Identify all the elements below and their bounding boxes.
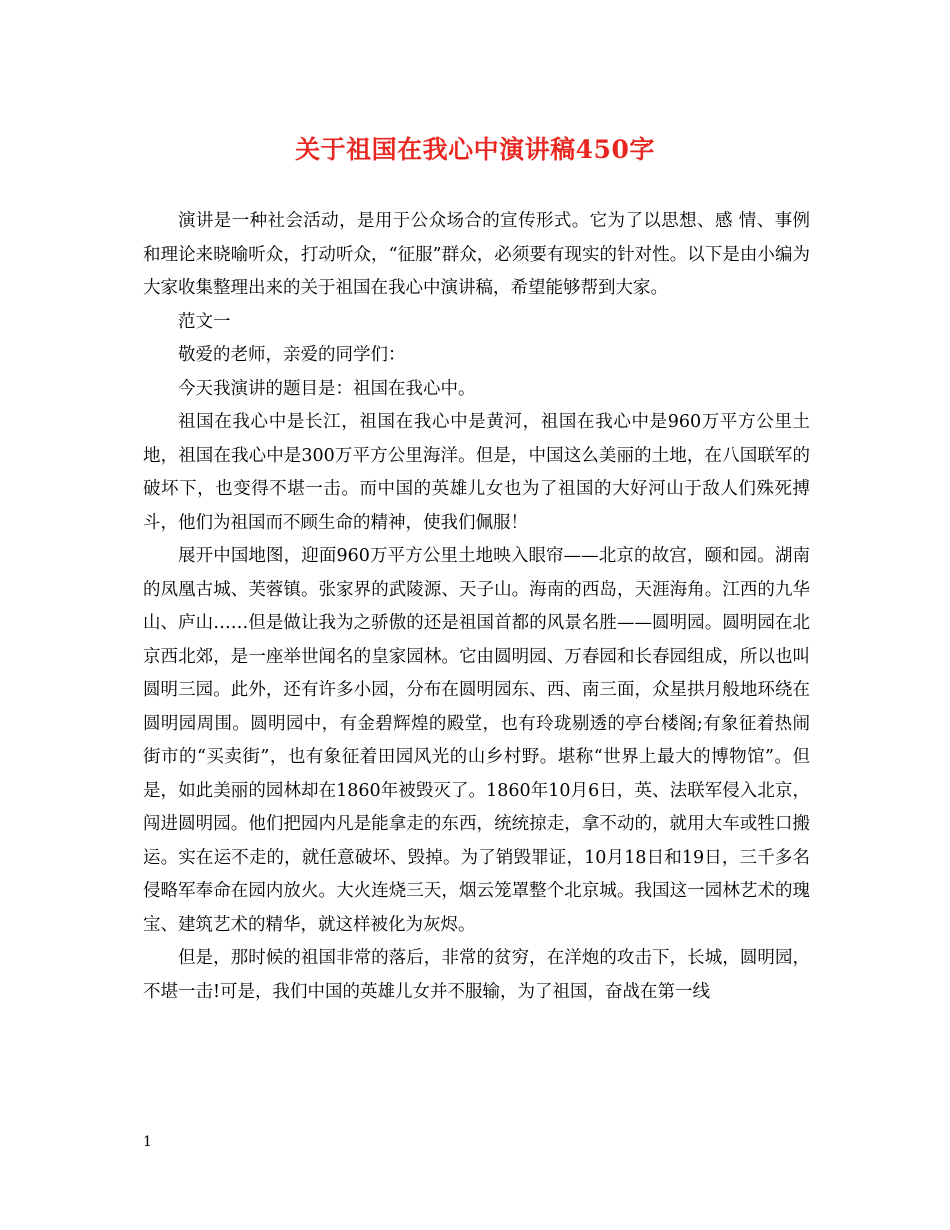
document-title: 关于祖国在我心中演讲稿450字	[295, 135, 655, 164]
salutation: 敬爱的老师，亲爱的同学们：	[178, 345, 406, 365]
speech-topic: 今天我演讲的题目是：祖国在我心中。	[178, 378, 476, 399]
section-heading: 范文一	[178, 311, 231, 332]
intro-paragraph: 演讲是一种社会活动，是用于公众场合的宣传形式。它为了以思想、感 情、事例和理论来晓喻听众，打动听众，“征服”群众，必须要有现实的针对性。以下是由小编为大家收集整理出来的关于祖国在我心中演讲稿，希望能够帮到大家。	[143, 211, 810, 298]
page-number: 1	[143, 1134, 152, 1150]
body-paragraph: 展开中国地图，迎面960万平方公里土地映入眼帘——北京的故宫，颐和园。湖南的凤凰古城、芙蓉镇。张家界的武陵源、天子山。海南的西岛，天涯海角。江西的九华山、庐山……但是做让我为之骄傲的还是祖国首都的风景名胜——圆明园。圆明园在北京西北郊，是一座举世闻名的皇家园林。它由圆明园、万春园和长春园组成，所以也叫圆明三园。此外，还有许多小园，分布在圆明园东、西、南三面，众星拱月般地环绕在圆明园周围。圆明园中，有金碧辉煌的殿堂，也有玲珑剔透的亭台楼阁;有象征着热闹街市的“买卖街”，也有象征着田园风光的山乡村野。堪称“世界上最大的博物馆”。但是，如此美丽的园林却在1860年被毁灭了。1860年10月6日，英、法联军侵入北京，闯进圆明园。他们把园内凡是能拿走的东西，统统掠走，拿不动的，就用大车或牲口搬运。实在运不走的，就任意破坏、毁掉。为了销毁罪证，10月18日和19日，三千多名侵略军奉命在园内放火。大火连烧三天，烟云笼罩整个北京城。我国这一园林艺术的瑰宝、建筑艺术的精华，就这样被化为灰烬。	[143, 546, 810, 935]
document-body	[143, 205, 810, 1009]
body-paragraph: 但是，那时候的祖国非常的落后，非常的贫穷，在洋炮的攻击下，长城，圆明园，不堪一击!可是，我们中国的英雄儿女并不服输，为了祖国，奋战在第一线	[143, 948, 810, 1002]
body-paragraph: 祖国在我心中是长江，祖国在我心中是黄河，祖国在我心中是960万平方公里土地，祖国在我心中是300万平方公里海洋。但是，中国这么美丽的土地，在八国联军的破坏下，也变得不堪一击。而中国的英雄儿女也为了祖国的大好河山于敌人们殊死搏斗，他们为祖国而不顾生命的精神，使我们佩服！	[143, 412, 810, 533]
